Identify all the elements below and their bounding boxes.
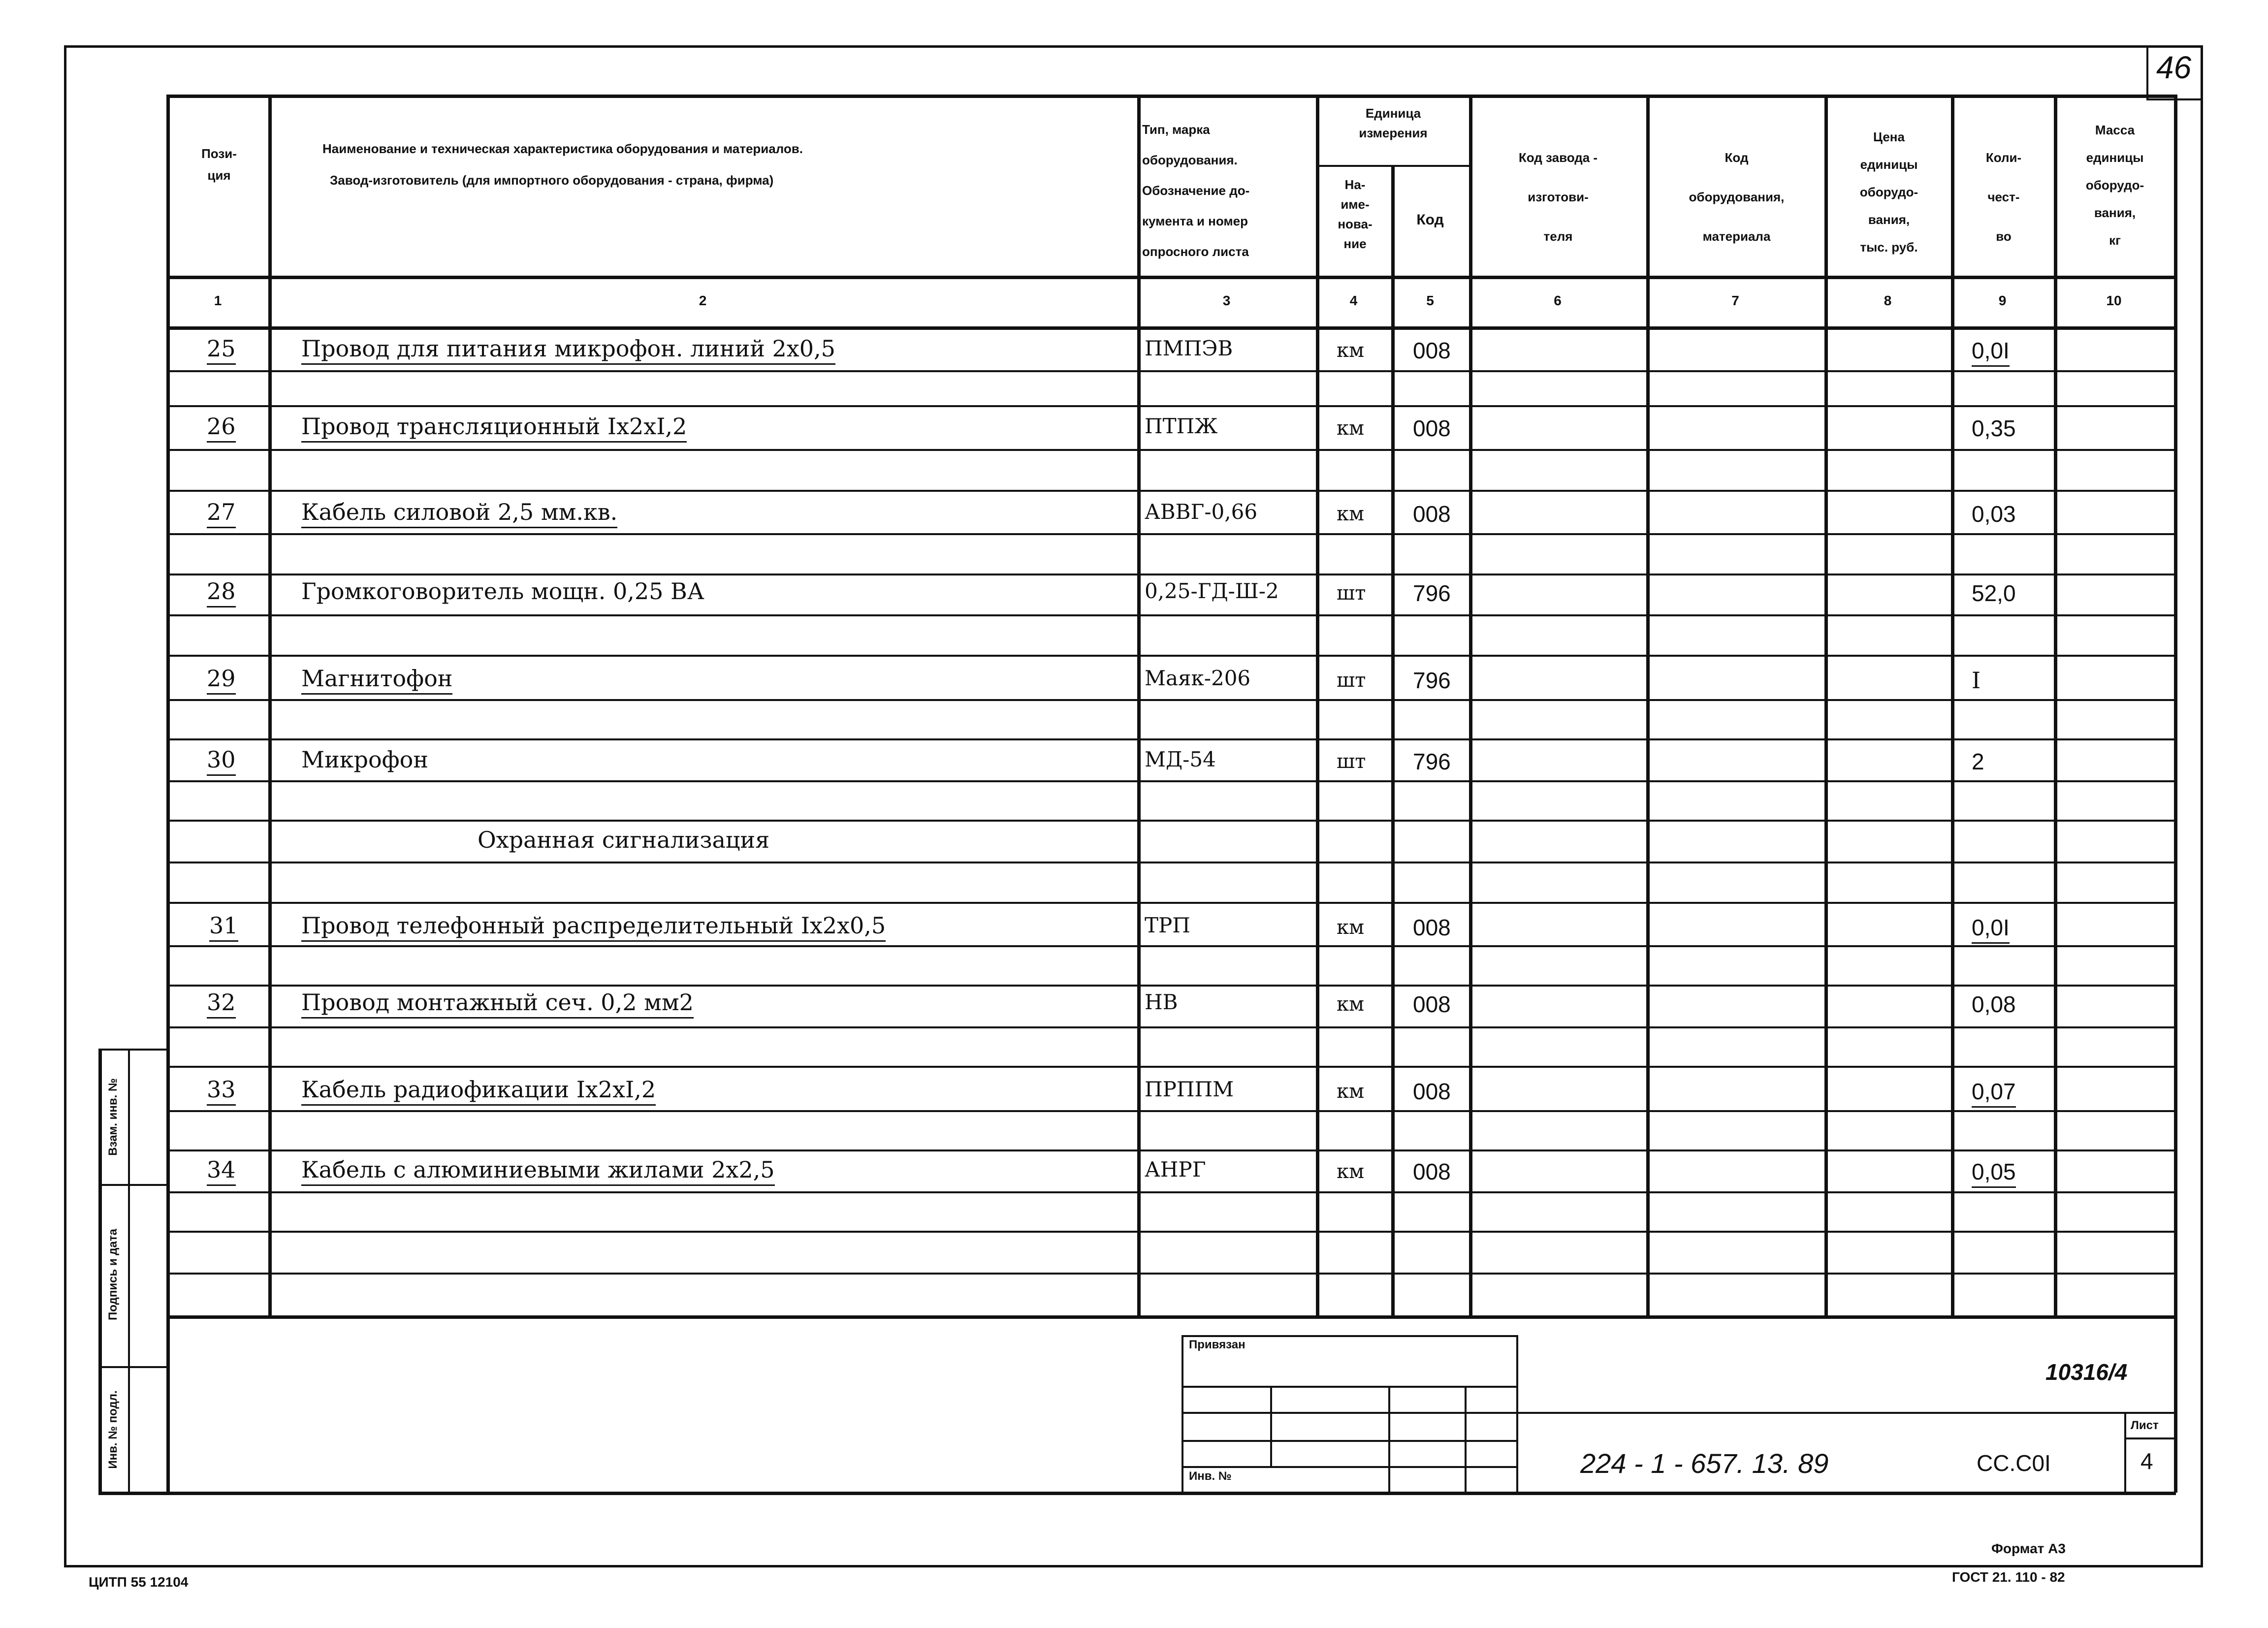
stamp-line: [1182, 1335, 1516, 1337]
table-bottom: [167, 1315, 2176, 1319]
header-name: Наименование и техническая характеристика оборудования и материалов. Завод-изготовитель (для импортного оборудования - страна, фирма): [322, 141, 803, 188]
colnum-7: 7: [1731, 293, 1739, 308]
row-unit: км: [1337, 1160, 1365, 1183]
colnum-8: 8: [1884, 293, 1892, 308]
stamp-drawing-code: 224 - 1 - 657. 13. 89: [1580, 1448, 1829, 1479]
row-code: 796: [1413, 749, 1451, 774]
row-name: Громкоговоритель мощн. 0,25 ВА: [301, 578, 704, 605]
colnum-1: 1: [214, 293, 222, 308]
row-unit: км: [1337, 916, 1365, 939]
row-line: [167, 862, 2176, 863]
row-qty: 0,03: [1972, 501, 2016, 527]
frame-bottom-inner: [98, 1492, 2176, 1495]
row-line: [167, 1149, 2176, 1151]
row-name: Магнитофон: [301, 665, 452, 695]
header-equip-code: Код оборудования, материала: [1689, 150, 1785, 244]
row-unit: шт: [1337, 582, 1366, 605]
stamp-line: [1465, 1386, 1467, 1492]
row-pos: 29: [207, 665, 236, 695]
side-stamp-sep: [98, 1184, 167, 1186]
header-price: Цена единицы оборудо- вания, тыс. руб.: [1859, 129, 1918, 255]
row-code: 008: [1413, 991, 1451, 1017]
row-qty: 0,08: [1972, 991, 2016, 1017]
side-label-replace: Взам. инв. №: [106, 1078, 120, 1156]
row-type: ПТПЖ: [1145, 414, 1218, 438]
row-line: [167, 1026, 2176, 1028]
row-pos: 27: [207, 498, 236, 528]
row-line: [167, 449, 2176, 451]
header-factory-code: Код завода - изготови- теля: [1518, 150, 1598, 244]
row-name: Провод для питания микрофон. линий 2х0,5: [301, 335, 835, 365]
header-pos: Пози- ция: [201, 146, 237, 183]
row-qty: I: [1972, 667, 1981, 694]
stamp-sheet-no: 4: [2140, 1448, 2153, 1474]
footer-gost: ГОСТ 21. 110 - 82: [1952, 1569, 2065, 1585]
colnum-2: 2: [699, 293, 707, 308]
row-pos: 32: [207, 989, 236, 1019]
sheet-mark: 46: [2156, 50, 2192, 85]
row-type: Маяк-206: [1145, 666, 1251, 690]
row-name: Кабель с алюминиевыми жилами 2х2,5: [301, 1156, 775, 1186]
row-name: Микрофон: [301, 746, 429, 773]
row-type: 0,25-ГД-Ш-2: [1145, 579, 1279, 603]
row-qty: 0,0I: [1972, 337, 2010, 367]
side-stamp-top: [98, 1049, 167, 1051]
row-pos: 26: [207, 413, 236, 443]
sheet-frame: [64, 45, 2203, 1567]
row-line: [167, 1110, 2176, 1112]
header-type: Тип, марка оборудования. Обозначение до- кумента и номер опросного листа: [1142, 122, 1250, 259]
row-line: [167, 1273, 2176, 1275]
row-line: [167, 614, 2176, 616]
row-line: [167, 370, 2176, 372]
row-qty: 2: [1972, 749, 1984, 774]
header-bottom: [167, 276, 2176, 279]
table-right: [2174, 95, 2177, 1493]
sheet-mark-border: [2146, 45, 2148, 99]
stamp-line: [1388, 1386, 1390, 1492]
stamp-attached-label: Привязан: [1189, 1338, 1246, 1351]
footer-format: Формат А3: [1991, 1541, 2066, 1556]
row-line: [167, 574, 2176, 575]
row-qty: 52,0: [1972, 580, 2016, 606]
colnum-6: 6: [1554, 293, 1562, 308]
row-line: [167, 820, 2176, 822]
row-type: АНРГ: [1145, 1157, 1206, 1181]
row-name: Провод монтажный сеч. 0,2 мм2: [301, 989, 694, 1019]
row-code: 008: [1413, 1159, 1451, 1184]
side-label-inv: Инв. № подл.: [106, 1390, 120, 1469]
row-qty: 0,35: [1972, 415, 2016, 441]
row-type: МД-54: [1145, 747, 1216, 771]
row-name: Провод трансляционный Iх2хI,2: [301, 413, 687, 443]
row-name: Кабель радиофикации Iх2хI,2: [301, 1076, 656, 1106]
row-line: [167, 699, 2176, 701]
row-type: ПМПЭВ: [1145, 336, 1233, 360]
stamp-sheet-label: Лист: [2131, 1419, 2159, 1432]
row-line: [167, 945, 2176, 947]
row-unit: км: [1337, 993, 1365, 1016]
row-qty: 0,05: [1972, 1158, 2016, 1188]
row-type: АВВГ-0,66: [1145, 500, 1258, 524]
row-type: НВ: [1145, 990, 1178, 1014]
side-stamp-mid: [128, 1049, 130, 1492]
side-label-signature: Подпись и дата: [106, 1229, 120, 1320]
row-code: 008: [1413, 915, 1451, 940]
colnum-9: 9: [1998, 293, 2007, 308]
side-stamp-left: [98, 1049, 102, 1492]
row-code: 008: [1413, 1079, 1451, 1104]
row-pos: 34: [207, 1156, 236, 1186]
row-unit: км: [1337, 417, 1365, 440]
row-qty: 0,07: [1972, 1078, 2016, 1108]
row-pos: 25: [207, 335, 236, 365]
row-line: [167, 780, 2176, 782]
stamp-inv-label: Инв. №: [1189, 1469, 1232, 1483]
stamp-archive-no: 10316/4: [2045, 1359, 2128, 1385]
row-unit: шт: [1337, 750, 1366, 773]
colnum-3: 3: [1222, 293, 1231, 308]
title-block-top: [1516, 1412, 2176, 1414]
row-unit: км: [1337, 1080, 1365, 1103]
colnum-10: 10: [2106, 293, 2122, 308]
row-line: [167, 1231, 2176, 1233]
row-line: [167, 533, 2176, 535]
header-mass: Масса единицы оборудо- вания, кг: [2085, 123, 2144, 248]
footer-left: ЦИТП 55 12104: [89, 1574, 189, 1590]
row-line: [167, 405, 2176, 407]
row-line: [167, 902, 2176, 904]
row-code: 796: [1413, 668, 1451, 693]
row-type: ТРП: [1145, 913, 1190, 937]
row-code: 796: [1413, 580, 1451, 606]
header-unit: Единица измерения: [1359, 106, 1428, 140]
row-line: [167, 985, 2176, 987]
row-qty: 0,0I: [1972, 914, 2010, 944]
row-line: [167, 490, 2176, 492]
row-unit: шт: [1337, 669, 1366, 692]
row-line: [167, 738, 2176, 740]
row-type: ПРППМ: [1145, 1077, 1234, 1101]
table-top: [167, 95, 2176, 98]
header-unit-name: На- име- нова- ние: [1338, 177, 1373, 251]
section-title: Охранная сигнализация: [478, 827, 770, 853]
row-line: [167, 655, 2176, 657]
row-name: Провод телефонный распределительный Iх2х0,5: [301, 912, 886, 942]
row-code: 008: [1413, 501, 1451, 527]
row-code: 008: [1413, 415, 1451, 441]
stamp-line: [1270, 1386, 1272, 1466]
row-line: [167, 1191, 2176, 1193]
row-pos: 28: [207, 577, 236, 607]
colnum-bottom: [167, 326, 2176, 330]
row-pos: 31: [209, 912, 238, 942]
stamp-doc-code: СС.С0I: [1977, 1450, 2051, 1476]
colnum-4: 4: [1349, 293, 1358, 308]
colnum-5: 5: [1426, 293, 1434, 308]
row-unit: км: [1337, 503, 1365, 525]
row-pos: 33: [207, 1076, 236, 1106]
title-block-sheet-line: [2124, 1437, 2176, 1439]
row-line: [167, 1066, 2176, 1068]
header-qty: Коли- чест- во: [1985, 150, 2022, 244]
unit-sub-line: [1316, 165, 1469, 167]
row-code: 008: [1413, 338, 1451, 363]
row-name: Кабель силовой 2,5 мм.кв.: [301, 498, 617, 528]
header-unit-code: Код: [1416, 212, 1444, 228]
row-unit: км: [1337, 339, 1365, 362]
row-pos: 30: [207, 746, 236, 776]
title-block-sep: [2124, 1412, 2126, 1492]
